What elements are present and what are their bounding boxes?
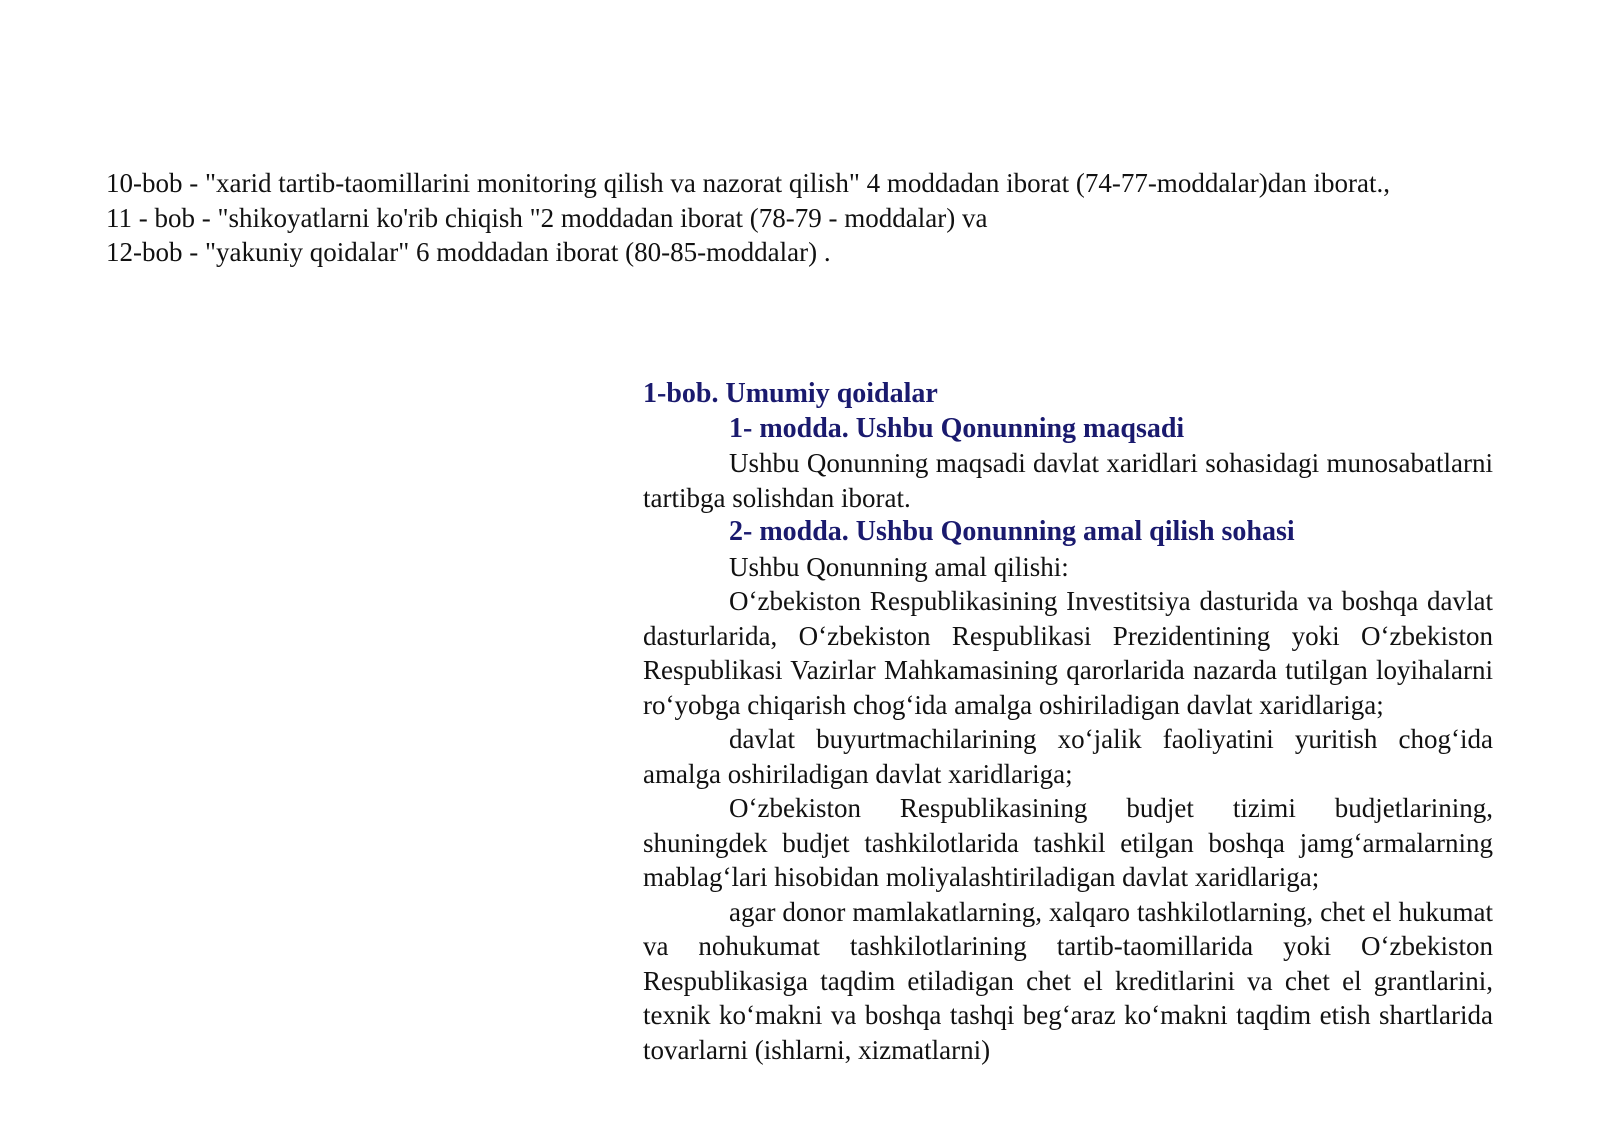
article-2-paragraph: O‘zbekiston Respublikasining Investitsiya dasturida va boshqa davlat dasturlarida, O‘zbekiston Respublikasi Prezidentining yoki O‘zbekiston Respublikasi Vazirlar Mahkamasining qarorlarida nazarda tutilgan loyihalarni ro‘yobga chiqarish chog‘ida amalga oshiriladigan davlat xaridlariga; (643, 586, 1493, 720)
summary-line-chapter-12: 12-bob - "yakuniy qoidalar" 6 moddadan iborat (80-85-moddalar) . (106, 237, 831, 267)
article-2-paragraph: agar donor mamlakatlarning, xalqaro tashkilotlarning, chet el hukumat va nohukumat tashkilotlarining tartib-taomillarida yoki O‘zbekiston Respublikasiga taqdim etiladigan chet el kreditlarini va chet el grantlarini, texnik ko‘makni va boshqa tashqi beg‘araz ko‘makni taqdim etish shartlarida tovarlarni (ishlarni, xizmatlarni) (643, 896, 1493, 1065)
summary-line-chapter-10: 10-bob - "xarid tartib-taomillarini monitoring qilish va nazorat qilish" 4 moddadan iborat (74-77-moddalar)dan iborat., (106, 168, 1390, 198)
article-2-paragraph: davlat buyurtmachilarining xo‘jalik faoliyatini yuritish chog‘ida amalga oshiriladigan davlat xaridlariga; (643, 724, 1493, 789)
chapter-title: 1-bob. Umumiy qoidalar (643, 378, 938, 409)
chapter-summary (106, 166, 1496, 270)
article-1-text: Ushbu Qonunning maqsadi davlat xaridlari sohasidagi munosabatlarni tartibga solishdan iborat. (643, 448, 1493, 513)
article-1-title: 1- modda. Ushbu Qonunning maqsadi (729, 412, 1185, 444)
article-2-paragraph: O‘zbekiston Respublikasining budjet tizimi budjetlarining, shuningdek budjet tashkilotlarida tashkil etilgan boshqa jamg‘armalarning mablag‘lari hisobidan moliyalashtiriladigan davlat xaridlariga; (643, 793, 1493, 892)
article-2-paragraph: Ushbu Qonunning amal qilishi: (729, 551, 1069, 582)
summary-line-chapter-11: 11 - bob - "shikoyatlarni ko'rib chiqish "2 moddadan iborat (78-79 - moddalar) va (106, 202, 988, 233)
article-2-title: 2- modda. Ushbu Qonunning amal qilish sohasi (729, 516, 1295, 547)
chapter-content (643, 377, 1493, 1067)
